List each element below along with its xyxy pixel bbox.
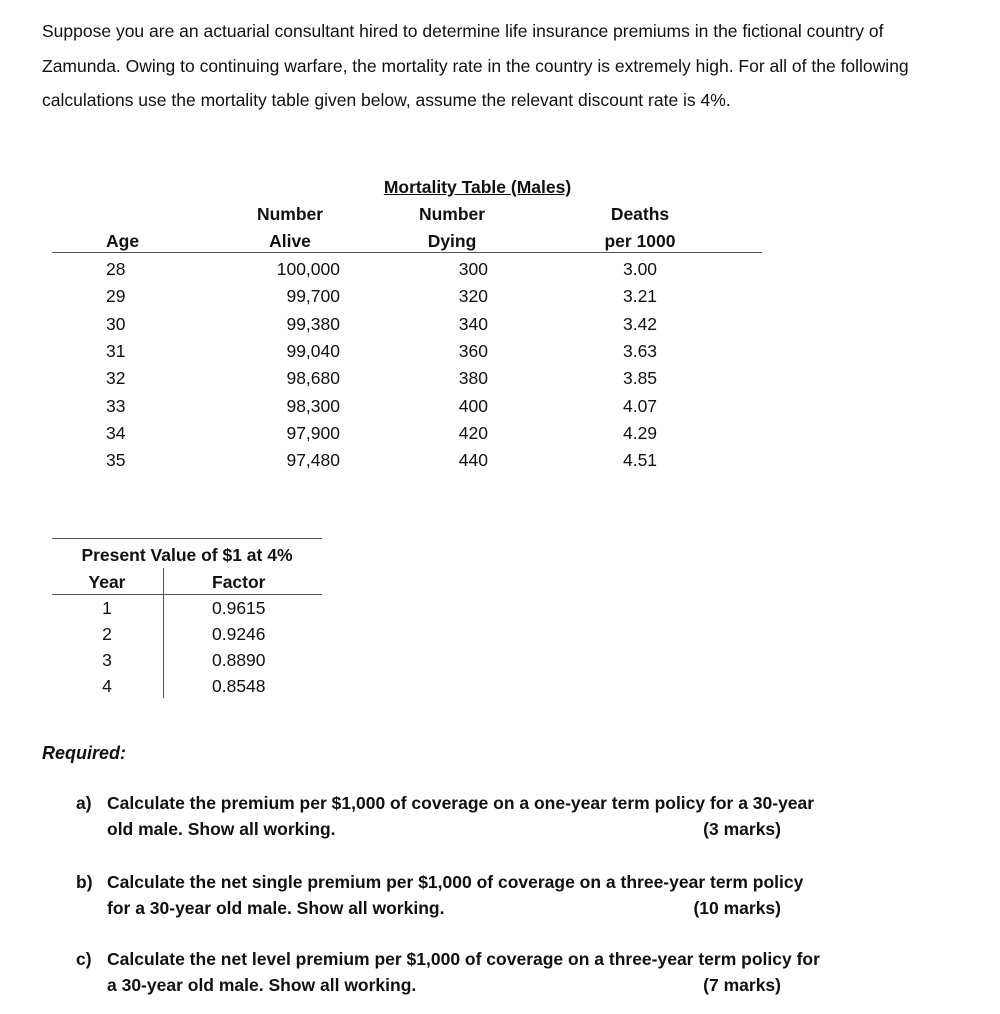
mortality-cell-deaths: 4.29: [622, 422, 658, 443]
mortality-cell-deaths: 4.07: [622, 395, 658, 416]
mortality-cell-deaths: 3.63: [622, 340, 658, 361]
header-age: Age: [106, 231, 140, 251]
pv-cell-year: 1: [102, 598, 112, 618]
mortality-cell-age: 32: [106, 368, 126, 389]
required-heading: Required:: [42, 743, 127, 763]
pv-header-factor: Factor: [212, 572, 266, 592]
mortality-cell-age: 35: [106, 450, 126, 471]
header-deaths-top: Deaths: [610, 204, 670, 224]
question-b: [76, 869, 921, 925]
pv-cell-factor: 0.8548: [212, 676, 266, 696]
question-b-text-line2: for a 30-year old male. Show all working.: [107, 898, 445, 918]
mortality-cell-dying: 300: [458, 259, 488, 279]
mortality-cell-age: 29: [106, 286, 126, 307]
mortality-cell-age: 28: [106, 259, 126, 279]
question-a-marks: (3 marks): [703, 819, 781, 839]
mortality-cell-deaths: 4.51: [622, 450, 658, 471]
header-dying-top: Number: [418, 204, 486, 224]
question-a-text-line2: old male. Show all working.: [107, 819, 336, 839]
pv-cell-year: 4: [102, 676, 112, 696]
mortality-cell-alive: 98,300: [286, 395, 340, 416]
mortality-cell-age: 34: [106, 422, 126, 443]
pv-cell-year: 2: [102, 624, 112, 644]
question-b-label: b): [76, 872, 93, 892]
question-c-text-line2: a 30-year old male. Show all working.: [107, 975, 417, 995]
pv-header-year: Year: [88, 572, 126, 592]
pv-cell-year: 3: [102, 650, 112, 670]
mortality-cell-dying: 380: [458, 368, 488, 389]
pv-top-rule: [52, 538, 322, 539]
header-deaths-bottom: per 1000: [604, 231, 676, 251]
question-c-label: c): [76, 949, 92, 969]
intro-paragraph: Suppose you are an actuarial consultant hired to determine life insurance premiums in the fictional country of Zamunda. Owing to continuing warfare, the mortality rate in the country is extremely high. For all of the following calculations use the mortality table given below, assume the relevant discount rate is 4%.: [42, 21, 909, 110]
mortality-table-title: Mortality Table (Males): [383, 177, 572, 197]
mortality-cell-alive: 100,000: [276, 259, 340, 279]
mortality-cell-deaths: 3.21: [622, 286, 658, 307]
mortality-header-rule: [52, 252, 762, 253]
question-a-label: a): [76, 793, 92, 813]
mortality-cell-dying: 400: [458, 395, 488, 416]
question-c-text-line1: Calculate the net level premium per $1,000 of coverage on a three-year term policy for: [107, 949, 820, 969]
pv-cell-factor: 0.8890: [212, 650, 266, 670]
mortality-cell-dying: 340: [458, 313, 488, 334]
mortality-cell-deaths: 3.42: [622, 313, 658, 334]
pv-cell-factor: 0.9246: [212, 624, 266, 644]
pv-header-rule: [52, 594, 322, 595]
pv-column-divider: [163, 568, 164, 698]
mortality-cell-alive: 98,680: [286, 368, 340, 389]
mortality-cell-alive: 99,380: [286, 313, 340, 334]
question-c-marks: (7 marks): [703, 975, 781, 995]
mortality-cell-alive: 99,040: [286, 340, 340, 361]
mortality-cell-age: 33: [106, 395, 126, 416]
mortality-cell-dying: 440: [458, 450, 488, 471]
mortality-cell-dying: 320: [458, 286, 488, 307]
question-b-marks: (10 marks): [693, 898, 781, 918]
mortality-cell-dying: 420: [458, 422, 488, 443]
mortality-cell-alive: 97,900: [286, 422, 340, 443]
header-dying-bottom: Dying: [427, 231, 477, 251]
mortality-cell-age: 31: [106, 340, 126, 361]
mortality-cell-alive: 99,700: [286, 286, 340, 307]
pv-table-title: Present Value of $1 at 4%: [81, 545, 293, 565]
question-b-text-line1: Calculate the net single premium per $1,000 of coverage on a three-year term policy: [107, 872, 804, 892]
question-a: [76, 790, 921, 846]
mortality-cell-deaths: 3.00: [622, 259, 658, 279]
mortality-cell-age: 30: [106, 313, 126, 334]
question-a-text-line1: Calculate the premium per $1,000 of coverage on a one-year term policy for a 30-year: [107, 793, 815, 813]
header-alive-bottom: Alive: [269, 231, 311, 251]
mortality-cell-dying: 360: [458, 340, 488, 361]
mortality-cell-deaths: 3.85: [622, 368, 658, 389]
mortality-cell-alive: 97,480: [286, 450, 340, 471]
pv-cell-factor: 0.9615: [212, 598, 266, 618]
header-alive-top: Number: [256, 204, 324, 224]
question-c: [76, 946, 921, 1002]
